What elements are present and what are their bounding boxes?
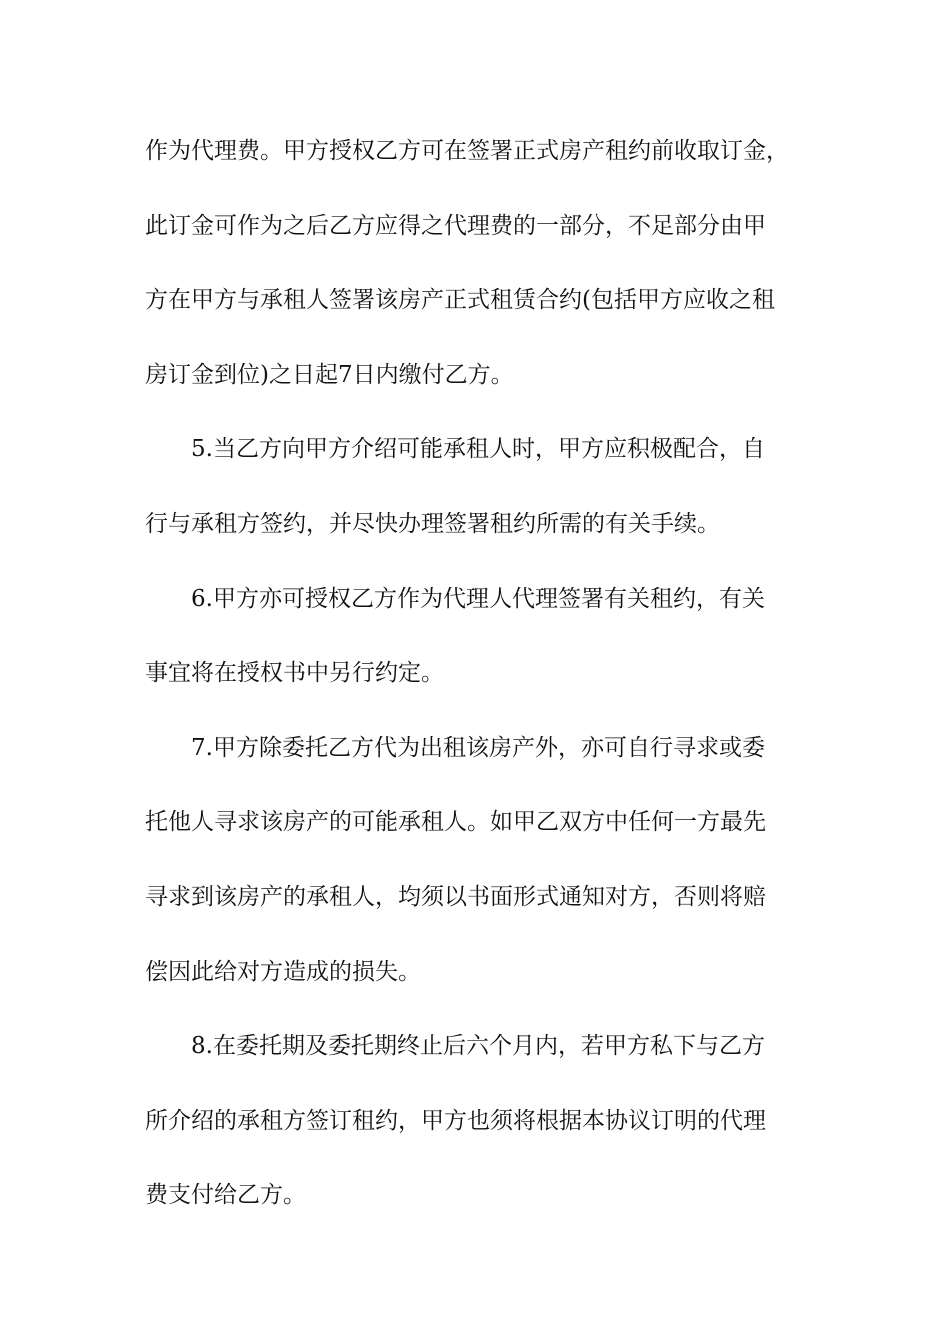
clause-7-line-3: 寻求到该房产的承租人，均须以书面形式通知对方，否则将赔 xyxy=(145,883,766,910)
clause-8-line-3: 费支付给乙方。 xyxy=(145,1182,306,1209)
clause-5-line-1: 5.当乙方向甲方介绍可能承租人时，甲方应积极配合，自 xyxy=(191,436,765,463)
clause-7-line-2: 托他人寻求该房产的可能承租人。如甲乙双方中任何一方最先 xyxy=(145,809,766,836)
clause-6-line-1: 6.甲方亦可授权乙方作为代理人代理签署有关租约，有关 xyxy=(191,585,765,612)
document-body xyxy=(145,128,810,1247)
clause-5-line-2: 行与承租方签约，并尽快办理签署租约所需的有关手续。 xyxy=(145,510,720,537)
text-line: 此订金可作为之后乙方应得之代理费的一部分，不足部分由甲 xyxy=(145,212,766,239)
clause-8-line-2: 所介绍的承租方签订租约，甲方也须将根据本协议订明的代理 xyxy=(145,1107,766,1134)
clause-7-line-4: 偿因此给对方造成的损失。 xyxy=(145,958,421,985)
text-line: 房订金到位)之日起7日内缴付乙方。 xyxy=(145,361,514,388)
text-line: 方在甲方与承租人签署该房产正式租赁合约(包括甲方应收之租 xyxy=(145,287,775,314)
clause-6-line-2: 事宜将在授权书中另行约定。 xyxy=(145,660,444,687)
text-line: 作为代理费。甲方授权乙方可在签署正式房产租约前收取订金， xyxy=(145,138,789,164)
clause-8-line-1: 8.在委托期及委托期终止后六个月内，若甲方私下与乙方 xyxy=(191,1033,765,1060)
clause-7-line-1: 7.甲方除委托乙方代为出租该房产外，亦可自行寻求或委 xyxy=(191,734,765,761)
